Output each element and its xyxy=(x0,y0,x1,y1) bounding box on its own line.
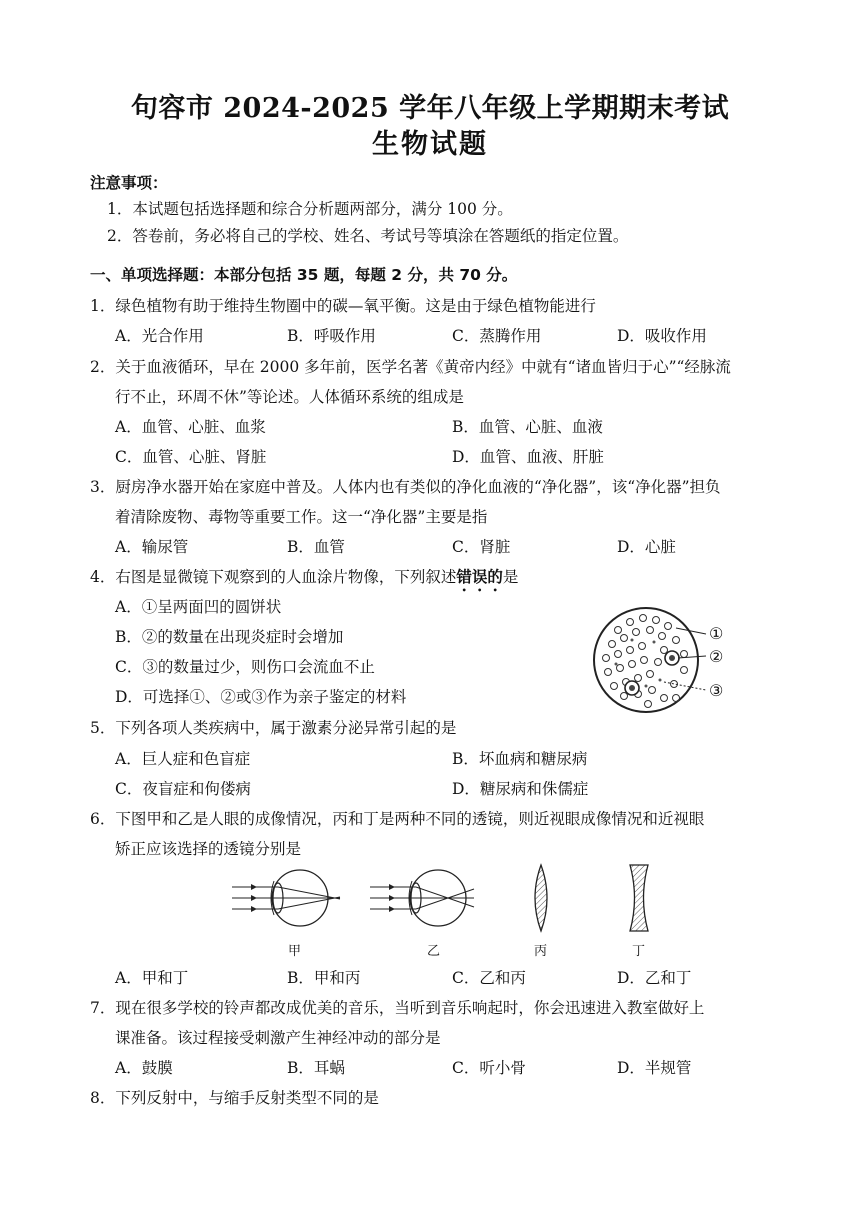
q2-option-a: A．血管、心脏、血浆 xyxy=(115,418,266,436)
exam-subject-title: 生物试题 xyxy=(372,129,488,160)
blood-smear-figure xyxy=(588,600,758,725)
q4-stem-post: 是 xyxy=(502,568,519,586)
q8-stem: 8．下列反射中，与缩手反射类型不同的是 xyxy=(90,1089,379,1107)
q3-option-d: D．心脏 xyxy=(617,538,676,556)
q5-option-b: B．坏血病和糖尿病 xyxy=(452,750,588,768)
q5-option-c: C．夜盲症和佝偻病 xyxy=(115,780,251,798)
notice-item-1: 1．本试题包括选择题和综合分析题两部分，满分 100 分。 xyxy=(107,200,513,218)
q5-option-a: A．巨人症和色盲症 xyxy=(115,750,251,768)
q7-option-b: B．耳蜗 xyxy=(287,1059,345,1077)
exam-title: 句容市 2024-2025 学年八年级上学期期末考试 xyxy=(130,93,730,124)
eye-diagram-yi xyxy=(366,865,491,930)
q6-option-c: C．乙和丙 xyxy=(452,969,526,987)
q4-stem xyxy=(90,567,518,595)
q6-stem-line1: 6．下图甲和乙是人眼的成像情况，丙和丁是两种不同的透镜，则近视眼成像情况和近视眼 xyxy=(90,810,705,828)
q4-option-d: D．可选择①、②或③作为亲子鉴定的材料 xyxy=(115,688,407,706)
lens-label-ding: 丁 xyxy=(632,944,646,959)
q6-option-a: A．甲和丁 xyxy=(115,969,189,987)
q6-option-b: B．甲和丙 xyxy=(287,969,361,987)
q2-option-b: B．血管、心脏、血液 xyxy=(452,418,603,436)
eye-label-yi: 乙 xyxy=(427,944,441,959)
notice-heading: 注意事项： xyxy=(90,174,168,192)
q3-stem-line2: 着清除废物、毒物等重要工作。这一“净化器”主要是指 xyxy=(115,508,488,526)
q4-option-b: B．②的数量在出现炎症时会增加 xyxy=(115,628,344,646)
q1-option-a: A．光合作用 xyxy=(115,327,204,345)
lens-label-bing: 丙 xyxy=(534,944,548,959)
q7-option-c: C．听小骨 xyxy=(452,1059,526,1077)
figure-label-1: ① xyxy=(709,624,724,643)
eye-label-jia: 甲 xyxy=(288,944,302,959)
q3-option-c: C．肾脏 xyxy=(452,538,511,556)
q5-stem: 5．下列各项人类疾病中，属于激素分泌异常引起的是 xyxy=(90,719,457,737)
q6-option-d: D．乙和丁 xyxy=(617,969,692,987)
q4-stem-pre: 4．右图是显微镜下观察到的人血涂片物像，下列叙述 xyxy=(90,568,457,586)
eye-diagram-jia xyxy=(228,865,353,930)
figure-label-3: ③ xyxy=(709,681,724,700)
q2-stem-line2: 行不止，环周不休”等论述。人体循环系统的组成是 xyxy=(115,388,464,406)
notice-item-2: 2．答卷前，务必将自己的学校、姓名、考试号等填涂在答题纸的指定位置。 xyxy=(107,227,629,245)
q4-stem-emphasis: 错误的 xyxy=(456,568,503,586)
q2-option-c: C．血管、心脏、肾脏 xyxy=(115,448,267,466)
q2-option-d: D．血管、血液、肝脏 xyxy=(452,448,604,466)
figure-label-2: ② xyxy=(709,647,724,666)
concave-lens-ding xyxy=(625,862,653,934)
q1-stem: 1．绿色植物有助于维持生物圈中的碳—氧平衡。这是由于绿色植物能进行 xyxy=(90,297,596,315)
q1-option-d: D．吸收作用 xyxy=(617,327,707,345)
q7-stem-line1: 7．现在很多学校的铃声都改成优美的音乐，当听到音乐响起时，你会迅速进入教室做好上 xyxy=(90,999,705,1017)
q7-stem-line2: 课准备。该过程接受刺激产生神经冲动的部分是 xyxy=(115,1029,441,1047)
q1-option-c: C．蒸腾作用 xyxy=(452,327,542,345)
q1-option-b: B．呼吸作用 xyxy=(287,327,376,345)
q2-stem-line1: 2．关于血液循环，早在 2000 多年前，医学名著《黄帝内经》中就有“诸血皆归于心”“经脉流 xyxy=(90,358,731,376)
section-heading: 一、单项选择题：本部分包括 35 题，每题 2 分，共 70 分。 xyxy=(90,266,518,284)
convex-lens-bing xyxy=(527,862,555,934)
q7-option-a: A．鼓膜 xyxy=(115,1059,173,1077)
q4-option-c: C．③的数量过少，则伤口会流血不止 xyxy=(115,658,375,676)
q7-option-d: D．半规管 xyxy=(617,1059,692,1077)
q3-option-a: A．输尿管 xyxy=(115,538,189,556)
q3-option-b: B．血管 xyxy=(287,538,345,556)
q4-option-a: A．①呈两面凹的圆饼状 xyxy=(115,598,282,616)
q5-option-d: D．糖尿病和侏儒症 xyxy=(452,780,589,798)
q6-stem-line2: 矫正应该选择的透镜分别是 xyxy=(115,840,302,858)
q3-stem-line1: 3．厨房净水器开始在家庭中普及。人体内也有类似的净化血液的“净化器”，该“净化器”担负 xyxy=(90,478,721,496)
